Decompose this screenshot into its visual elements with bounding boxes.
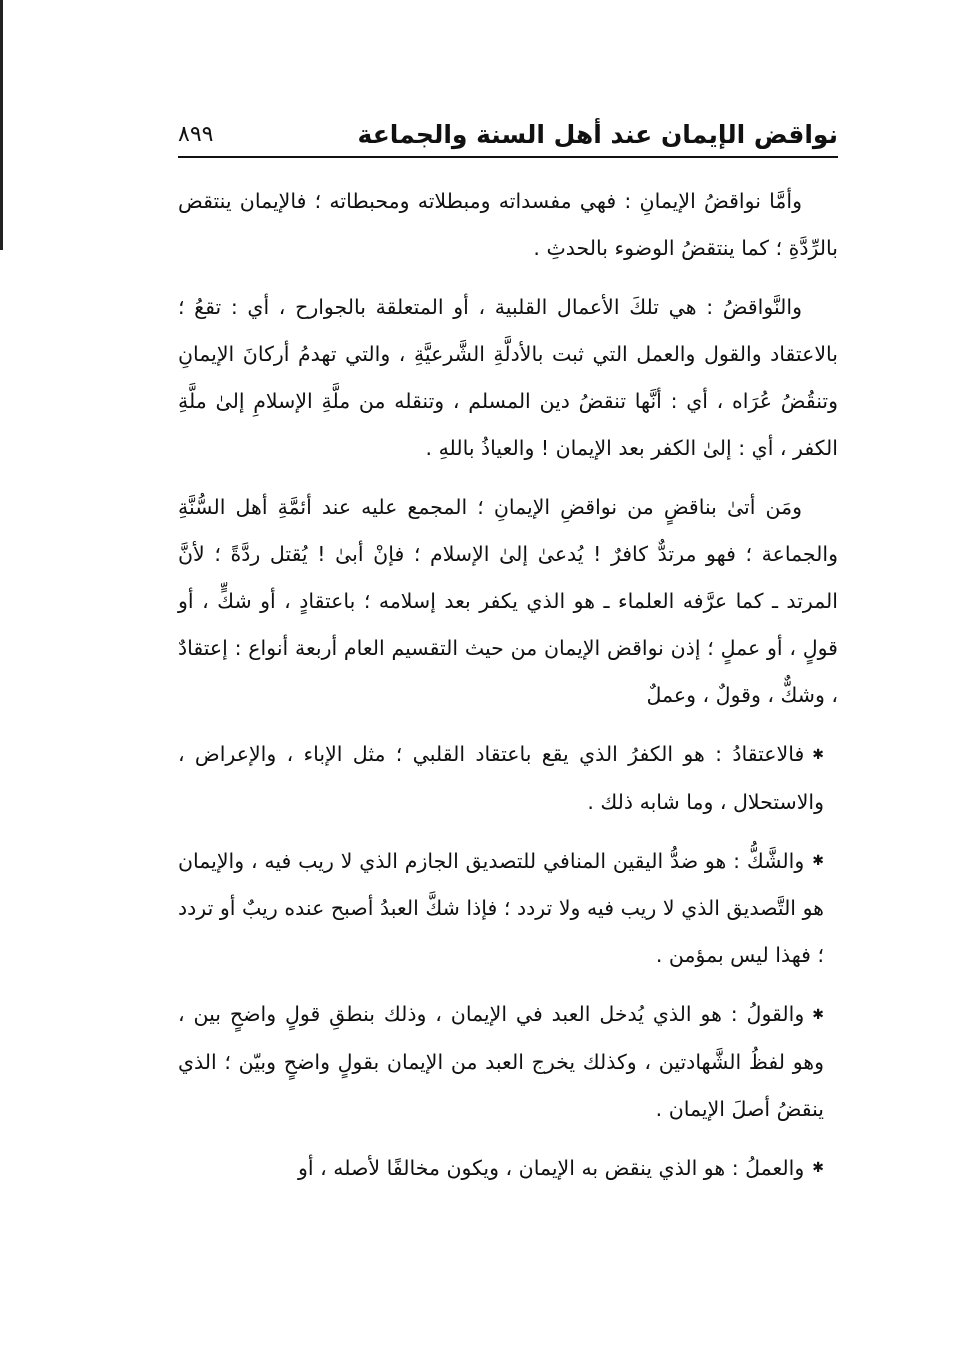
bullet-paragraph: ✱ فالاعتقادُ : هو الكفرُ الذي يقع باعتقاد القلبي ؛ مثل الإباء ، والإعراض ، والاستحلال ، وما شابه ذلك .	[178, 731, 838, 826]
scan-edge-shadow	[0, 0, 3, 250]
body-text	[178, 178, 838, 1204]
running-title: نواقض الإيمان عند أهل السنة والجماعة	[357, 120, 838, 149]
bullet-paragraph: ✱ والعملُ : هو الذي ينقض به الإيمان ، ويكون مخالفًا لأصله ، أو	[178, 1145, 838, 1193]
page-number: ٨٩٩	[178, 122, 214, 147]
page-header	[178, 112, 838, 152]
bullet-paragraph: ✱ والقولُ : هو الذي يُدخل العبد في الإيمان ، وذلك بنطقِ قولٍ واضحٍ بين ، وهو لفظُ الشَّهادتين ، وكذلك يخرج العبد من الإيمان بقولٍ واضحٍ وبيّن ؛ الذي ينقضُ أصلَ الإيمان .	[178, 991, 838, 1133]
paragraph: وأمَّا نواقضُ الإيمانِ : فهي مفسداته ومبطلاته ومحبطاته ؛ فالإيمان ينتقض بالرِّدَّةِ ؛ كما ينتقضُ الوضوء بالحدثِ .	[178, 189, 838, 260]
paragraph: والنَّواقضُ : هي تلكَ الأعمال القلبية ، أو المتعلقة بالجوارح ، أي : تقعُ ؛ بالاعتقاد والقول والعمل التي ثبت بالأدلَّةِ الشَّرعيَّةِ ، والتي تهدمُ أركانَ الإيمانِ وتنقُضُ عُرَاه ، أي : أنَّها تنقضُ دين المسلم ، وتنقله من ملَّةِ الإسلامِ إلىٰ ملَّةِ الكفر ، أي : إلىٰ الكفر بعد الإيمان ! والعياذُ باللهِ .	[178, 295, 838, 460]
bullet-paragraph: ✱ والشَّكُّ : هو ضدُّ اليقين المنافي للتصديق الجازم الذي لا ريب فيه ، والإيمان هو التَّصديق الذي لا ريب فيه ولا تردد ؛ فإذا شكَّ العبدُ أصبح عنده ريبٌ أو تردد ؛ فهذا ليس بمؤمن .	[178, 838, 838, 980]
paragraph: ومَن أتىٰ بناقضٍ من نواقضِ الإيمانِ ؛ المجمع عليه عند أئمَّةِ أهل السُّنَّةِ والجماعة ؛ فهو مرتدٌّ كافرٌ ! يُدعىٰ إلىٰ الإسلام ؛ فإنْ أبىٰ ! يُقتل ردَّةً ؛ لأنَّ المرتد ـ كما عرَّفه العلماء ـ هو الذي يكفر بعد إسلامه ؛ باعتقادٍ ، أو شكٍّ ، أو قولٍ ، أو عملٍ ؛ إذن نواقض الإيمان من حيث التقسيم العام أربعة أنواع : إعتقادٌ ، وشكٌّ ، وقولٌ ، وعملٌ	[178, 495, 838, 707]
header-rule	[178, 156, 838, 158]
